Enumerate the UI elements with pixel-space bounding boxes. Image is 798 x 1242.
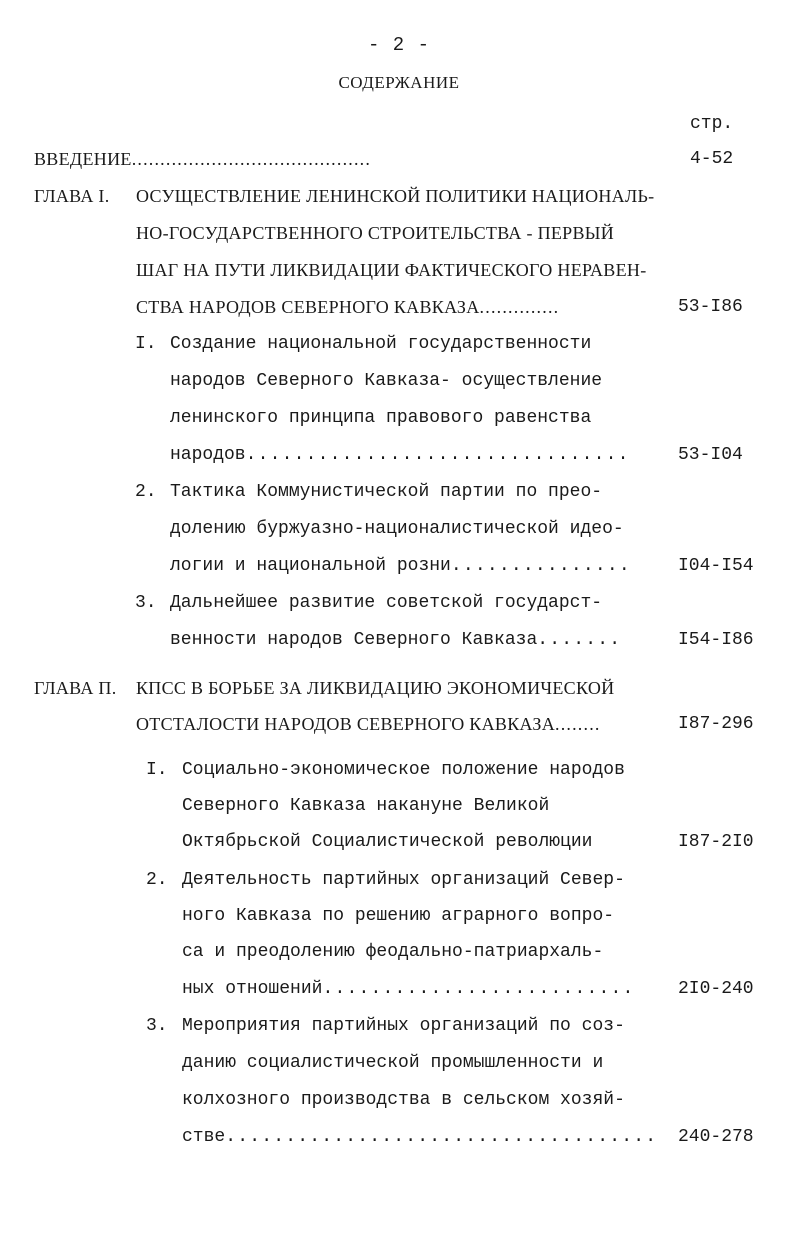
intro-title: ВВЕДЕНИЕ bbox=[34, 149, 132, 169]
chapter-2-title-line: ОТСТАЛОСТИ НАРОДОВ СЕВЕРНОГО КАВКАЗА bbox=[136, 714, 555, 734]
chapter-1-title-line: ШАГ НА ПУТИ ЛИКВИДАЦИИ ФАКТИЧЕСКОГО НЕРАВЕН- bbox=[136, 260, 647, 280]
chapter-1-title-line: СТВА НАРОДОВ СЕВЕРНОГО КАВКАЗА bbox=[136, 297, 480, 317]
section-title-line: Социально-экономическое положение народов bbox=[182, 760, 625, 780]
section-number: 3. bbox=[146, 1016, 168, 1036]
section-title-line: ного Кавказа по решению аграрного вопро- bbox=[182, 906, 615, 926]
section-pages: 53-I04 bbox=[678, 445, 743, 465]
section-title-line: ных отношений bbox=[182, 979, 323, 999]
chapter-1-label: ГЛАВА I. bbox=[34, 186, 110, 206]
section-title-line: са и преодолению феодально-патриархаль- bbox=[182, 942, 604, 962]
chapter-2-label: ГЛАВА П. bbox=[34, 678, 117, 698]
leader-dots: .............. bbox=[479, 297, 560, 317]
section-pages: I87-2I0 bbox=[678, 832, 754, 852]
leader-dots: ............... bbox=[450, 556, 631, 576]
section-title-line: колхозного производства в сельском хозяй- bbox=[182, 1090, 625, 1110]
section-number: 2. bbox=[135, 482, 157, 502]
leader-dots: .......................... bbox=[322, 979, 635, 999]
section-pages: 240-278 bbox=[678, 1127, 754, 1147]
section-title-line: данию социалистической промышленности и bbox=[182, 1053, 604, 1073]
section-number: I. bbox=[146, 760, 168, 780]
chapter-1-title-line: ОСУЩЕСТВЛЕНИЕ ЛЕНИНСКОЙ ПОЛИТИКИ НАЦИОНАЛЬ- bbox=[136, 186, 655, 206]
section-title-line: Создание национальной государственности bbox=[170, 334, 592, 354]
section-title-line: логии и национальной розни bbox=[170, 556, 451, 576]
section-title-line: народов bbox=[170, 445, 246, 465]
section-title-line: ленинского принципа правового равенства bbox=[170, 408, 592, 428]
section-title-line: долению буржуазно-националистической идео- bbox=[170, 519, 624, 539]
intro-pages: 4-52 bbox=[690, 149, 734, 169]
chapter-1-pages: 53-I86 bbox=[678, 297, 743, 317]
section-number: 3. bbox=[135, 593, 157, 613]
section-title-line: Северного Кавказа накануне Великой bbox=[182, 796, 550, 816]
leader-dots: ................................ bbox=[245, 445, 630, 465]
section-title-line: Октябрьской Социалистической революции bbox=[182, 832, 593, 852]
section-pages: 2I0-240 bbox=[678, 979, 754, 999]
leader-dots: .................................... bbox=[225, 1127, 658, 1147]
section-pages: I04-I54 bbox=[678, 556, 754, 576]
chapter-2-pages: I87-296 bbox=[678, 714, 754, 734]
section-pages: I54-I86 bbox=[678, 630, 754, 650]
leader-dots: ....... bbox=[537, 630, 622, 650]
leader-dots: ........ bbox=[555, 714, 601, 734]
section-title-line: Деятельность партийных организаций Север- bbox=[182, 870, 625, 890]
section-number: I. bbox=[135, 334, 157, 354]
section-title-line: народов Северного Кавказа- осуществление bbox=[170, 371, 603, 391]
page-title: СОДЕРЖАНИЕ bbox=[338, 73, 460, 92]
page-column-label: стр. bbox=[690, 114, 734, 134]
chapter-1-title-line: НО-ГОСУДАРСТВЕННОГО СТРОИТЕЛЬСТВА - ПЕРВЫЙ bbox=[136, 223, 615, 243]
page-number: - 2 - bbox=[367, 34, 430, 56]
section-title-line: венности народов Северного Кавказа bbox=[170, 630, 538, 650]
section-title-line: Мероприятия партийных организаций по соз- bbox=[182, 1016, 625, 1036]
section-number: 2. bbox=[146, 870, 168, 890]
chapter-2-title-line: КПСС В БОРЬБЕ ЗА ЛИКВИДАЦИЮ ЭКОНОМИЧЕСКОЙ bbox=[136, 678, 615, 698]
section-title-line: Тактика Коммунистической партии по прео- bbox=[170, 482, 603, 502]
section-title-line: Дальнейшее развитие советской государст- bbox=[170, 593, 603, 613]
leader-dots: .......................................... bbox=[131, 149, 372, 169]
section-title-line: стве bbox=[182, 1127, 226, 1147]
